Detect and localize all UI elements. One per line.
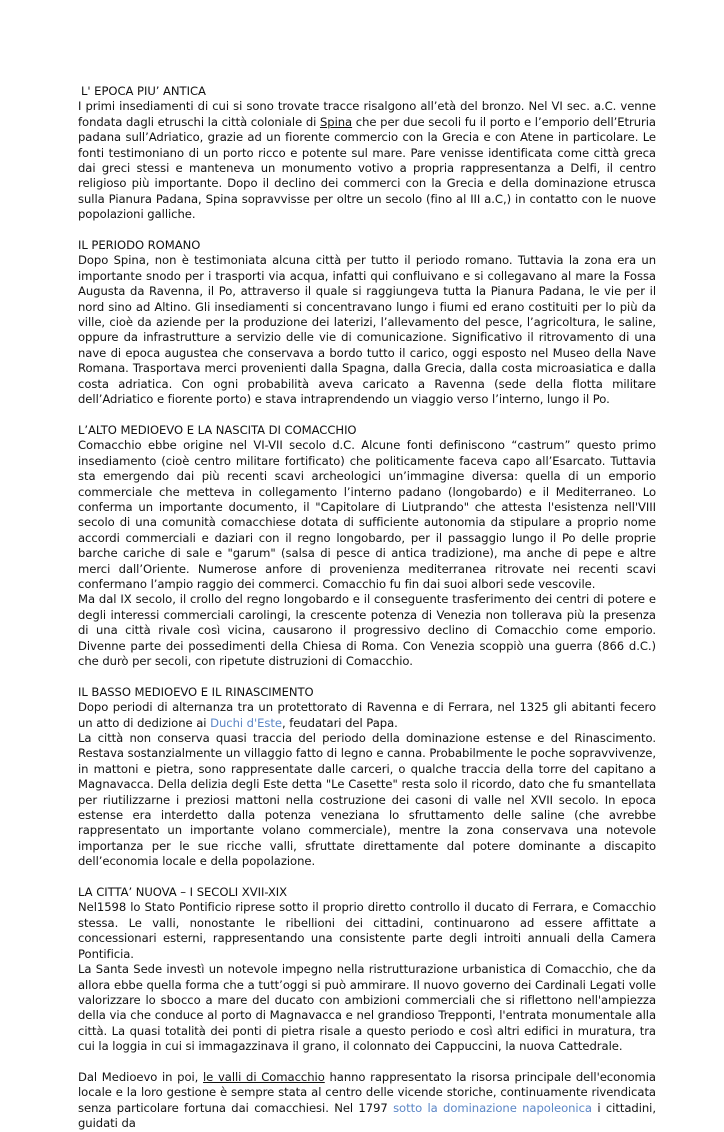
paragraph-alto-medioevo-1: Comacchio ebbe origine nel VI-VII secolo d.C. Alcune fonti definiscono “castrum” questo primo insediamento (cioè centro militare fortificato) che politicamente faceva capo all’Esarcato. Tuttavia sta emergendo dai più recenti scavi archeologici un’immagine diversa: quella di un emporio commerciale che metteva in collegamento l’interno padano (longobardo) e il Mediterraneo. Lo conferma un importante documento, il "Capitolare di Liutprando" che attesta l'esistenza nell'VIII secolo di una comunità comacchiese dotata di sufficiente autonomia da stipulare a proprio nome accordi commerciali e daziari con il regno longobardo, per il passaggio lungo il Po delle proprie barche cariche di sale e "garum" (salsa di pesce di antica tradizione), ma anche di pepe e altre merci dall’Oriente. Numerose anfore di provenienza mediterranea ritrovate nei recenti scavi confermano l’ampio raggio dei commerci. Comacchio fu fin dai suoi albori sede vescovile. — [78, 438, 656, 591]
section-title-basso-medioevo: IL BASSO MEDIOEVO E IL RINASCIMENTO — [78, 684, 314, 699]
text-run: che per due secoli fu il porto e l’emporio dell’Etruria padana sull’Adriatico, grazie ad un fiorente commercio con la Grecia e con Atene in particolare. Le fonti testimoniano di un porto ricco e potente sul mare. Pare venisse identificata come città greca dai greci stessi e manteneva un monumento votivo a propria rappresentanza a Delfi, il centro religioso più importante. Dopo il declino dei commerci con la Grecia e della dominazione etrusca sulla Pianura Padana, Spina sopravvisse per oltre un secolo (fino al III a.C,) in contatto con le nuove popolazioni galliche. — [78, 114, 656, 222]
link-dominazione-napoleonica[interactable]: sotto la dominazione napoleonica — [393, 1100, 592, 1115]
paragraph-citta-nuova-2: La Santa Sede investì un notevole impegno nella ristrutturazione urbanistica di Comacchio, che da allora ebbe quella forma che a tutt’oggi si può ammirare. Il nuovo governo dei Cardinali Legati volle valorizzare lo sbocco a mare del ducato con ambizioni commerciali che si riflettono nell'ampiezza della via che conduce al porto di Magnavacca e nel grandioso Trepponti, l'entrata monumentale alla città. La quasi totalità dei ponti di pietra risale a questo periodo e così altri edifici in muratura, tra cui la loggia in cui si immagazzinava il grano, il colonnato dei Cappuccini, la nuova Cattedrale. — [78, 962, 656, 1054]
section-title-periodo-romano: IL PERIODO ROMANO — [78, 238, 201, 253]
paragraph-periodo-romano: Dopo Spina, non è testimoniata alcuna città per tutto il periodo romano. Tuttavia la zona era un importante snodo per i trasporti via acqua, infatti qui confluivano e si collegavano al mare la Fossa Augusta da Ravenna, il Po, attraverso il quale si raggiungeva tutta la Pianura Padana, le vie per il nord sino ad Altino. Gli insediamenti si concentravano lungo i fiumi ed erano costituiti per lo più da ville, cioè da aziende per la produzione dei laterizi, l’allevamento del pesce, l’agricoltura, le saline, oppure da infrastrutture a servizio delle vie di comunicazione. Significativo il ritrovamento di una nave di epoca augustea che conservava a bordo tutto il carico, oggi esposto nel Museo della Nave Romana. Trasportava merci provenienti dalla Spagna, dalla Grecia, dalla costa microasiatica e dalla costa adriatica. Con ogni probabilità aveva caricato a Ravenna (sede della flotta militare dell’Adriatico e fiorente porto) e stava intraprendendo un viaggio verso l’interno, lungo il Po. — [78, 253, 656, 407]
section-title-epoca-antica: L' EPOCA PIU’ ANTICA — [81, 84, 206, 98]
document-body — [78, 84, 656, 1132]
text-run: Dopo periodi di alternanza tra un protettorato di Ravenna e di Ferrara, nel 1325 gli abitanti fecero un atto di dedizione ai — [78, 700, 656, 730]
paragraph-alto-medioevo-2: Ma dal IX secolo, il crollo del regno longobardo e il conseguente trasferimento dei centri di potere e degli interessi commerciali carolingi, la crescente potenza di Venezia non tollerava più la presenza di una città rivale così vicina, causarono il progressivo declino di Comacchio come emporio. Divenne parte dei possedimenti della Chiesa di Roma. Con Venezia scoppiò una guerra (866 d.C.) che durò per secoli, con ripetute distruzioni di Comacchio. — [78, 592, 656, 668]
section-title-citta-nuova: LA CITTA’ NUOVA – I SECOLI XVII-XIX — [78, 885, 288, 900]
paragraph-basso-medioevo-2: La città non conserva quasi traccia del periodo della dominazione estense e del Rinascimento. Restava sostanzialmente un villaggio fatto di legno e canna. Probabilmente le poche sopravvivenze, in mattoni e pietra, sono rappresentate dalle carceri, o qualche traccia della torre del capitano a Magnavacca. Della delizia degli Este detta "Le Casette" resta solo il ricordo, dato che fu smantellata per riutilizzarne i preziosi mattoni nella costruzione dei casoni di valle nel XVII secolo. In epoca estense era interdetto dalla potenza veneziana lo sfruttamento delle saline (che avrebbe rappresentato un importante volano commerciale), mentre la zona conservava una notevole importanza per le sue ricche valli, sfruttate direttamente dal potere dominante a discapito dell’economia locale e della popolazione. — [78, 731, 656, 869]
text-run: hanno rappresentato la risorsa principale dell'economia locale e la loro gestione è sempre stata al centro delle vicende storiche, continuamente rivendicata senza particolare fortuna dai comacchiesi. Nel 1797 — [78, 1069, 656, 1115]
text-run: I primi insediamenti di cui si sono trovate tracce risalgono all’età del bronzo. Nel VI sec. a.C. venne fondata dagli etruschi la città coloniale di — [78, 99, 656, 129]
link-duchi-este[interactable]: Duchi d'Este — [210, 715, 282, 730]
section-title-alto-medioevo: L’ALTO MEDIOEVO E LA NASCITA DI COMACCHIO — [78, 422, 357, 437]
spacer — [78, 223, 656, 238]
spacer — [78, 408, 656, 423]
text-run: , feudatari del Papa. — [281, 715, 398, 730]
paragraph-citta-nuova-3 — [78, 1070, 656, 1132]
text-run: Dal Medioevo in poi, — [78, 1069, 204, 1084]
paragraph-epoca-antica — [78, 99, 656, 222]
paragraph-basso-medioevo-1 — [78, 700, 656, 731]
spacer — [78, 870, 656, 885]
link-spina[interactable]: Spina — [319, 114, 353, 129]
spacer — [78, 669, 656, 684]
paragraph-citta-nuova-1: Nel1598 lo Stato Pontificio riprese sotto il proprio diretto controllo il ducato di Ferrara, e Comacchio stessa. Le valli, nonostante le ribellioni dei cittadini, continuarono ad essere affittate a concessionari esterni, rappresentando una consistente parte degli introiti annuali della Camera Pontificia. — [78, 900, 656, 961]
link-valli-comacchio[interactable]: le valli di Comacchio — [203, 1069, 325, 1084]
spacer — [78, 1055, 656, 1070]
text-run: i cittadini, guidati da — [78, 1100, 656, 1131]
